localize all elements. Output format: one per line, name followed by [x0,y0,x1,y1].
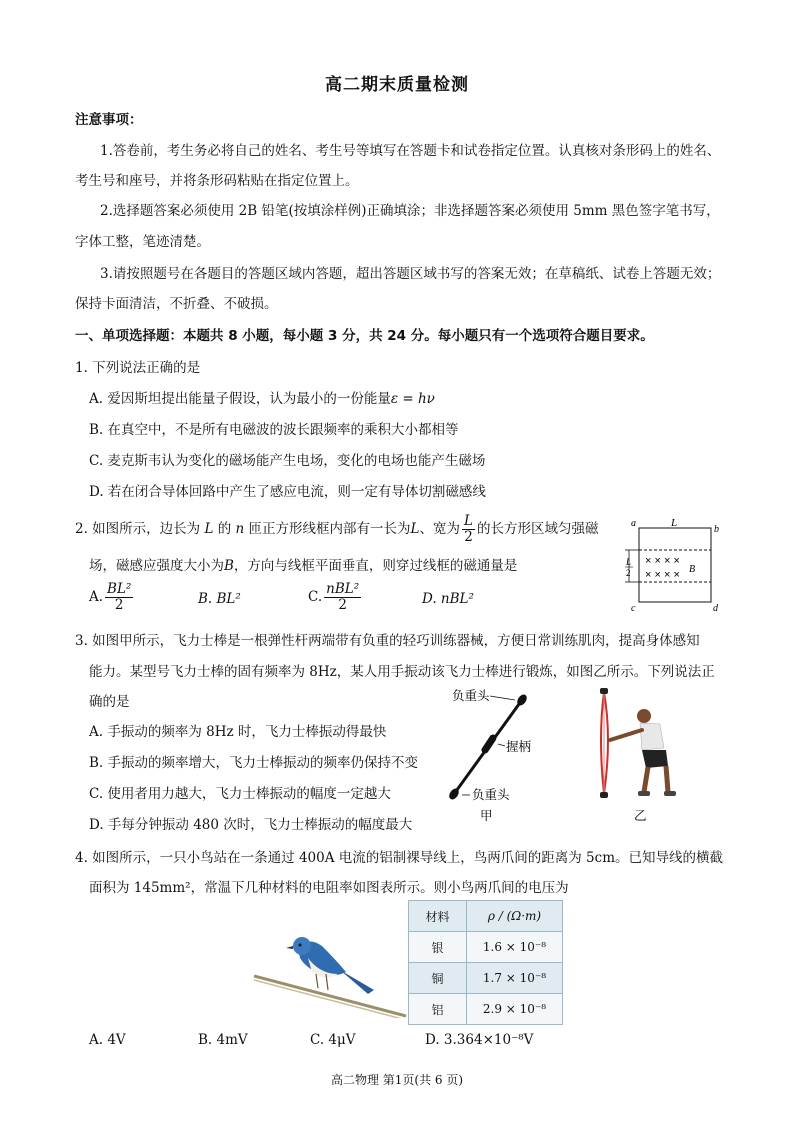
option-d: D. nBL² [422,591,474,607]
option-d: D. 手每分钟振动 480 次时，飞力士棒振动的幅度最大 [89,817,413,833]
option-c: C. 麦克斯韦认为变化的磁场能产生电场，变化的电场也能产生磁场 [89,453,486,469]
option-a: A. $\frac{\text{BL²}}{2}$ [89,581,132,613]
figure-label-jia: 甲 [480,809,493,823]
question-stem: 1. 下列说法正确的是 [75,360,201,376]
wire [254,976,406,1016]
person-shirt [640,723,664,750]
question-stem-cont: 能力。某型号飞力士棒的固有频率为 8Hz，某人用手振动该飞力士棒进行锻炼，如图乙所示。下列说法正 [89,664,715,680]
option-a: A. 4V [89,1032,126,1048]
table-row: 铜 1.7 × 10⁻⁸ [409,963,563,994]
question-stem-cont: 确的是 [89,694,130,710]
person-shorts [642,750,668,768]
weight-head-label: 负重头 [452,689,490,703]
table-header-row [409,901,563,932]
bird-tail [340,970,374,994]
header-material: 材料 [409,901,467,932]
notice-line: 2.选择题答案必须使用 2B 铅笔(按填涂样例)正确填涂；非选择题答案必须使用 5mm 黑色签字笔书写， [100,203,720,219]
option-c: C. 4μV [310,1032,356,1048]
notice-line: 保持卡面清洁，不折叠、不破损。 [75,296,278,312]
grip-handle [485,738,493,750]
page-title: 高二期末质量检测 [325,75,469,95]
notice-heading: 注意事项： [75,112,143,128]
question-stem: 3. 如图甲所示，飞力士棒是一根弹性杆两端带有负重的轻巧训练器械，方便日常训练肌肉，提高身体感知 [75,633,700,649]
table-row: 铝 2.9 × 10⁻⁸ [409,994,563,1025]
option-d: D. 若在闭合导体回路中产生了感应电流，则一定有导体切割磁感线 [89,484,486,500]
option-a: A. 手振动的频率为 8Hz 时，飞力士棒振动得最快 [89,724,387,740]
notice-line: 3.请按照题号在各题目的答题区域内答题，超出答题区域书写的答案无效；在草稿纸、试卷上答题无效； [100,266,721,282]
corner-b: b [714,524,719,535]
option-b: B. 在真空中，不是所有电磁波的波长跟频率的乘积大小都相等 [89,422,459,438]
coil-figure [615,518,725,614]
flexi-bar-diagram [440,688,560,823]
svg-text:L: L [626,557,632,567]
question-stem-cont: 面积为 145mm²，常温下几种材料的电阻率如图表所示。则小鸟两爪间的电压为 [89,880,569,896]
bird-on-wire-illustration [250,928,410,1018]
header-resistivity: ρ / (Ω·m) [467,901,563,932]
resistivity-table [408,900,563,1025]
option-b: B. 4mV [198,1032,248,1048]
question-stem: 2. 如图所示，边长为 L 的 n 匝正方形线框内部有一长为L、宽为 $\frac{L}{2}$ 的长方形区域匀强磁 [75,513,599,545]
option-a: A. 爱因斯坦提出能量子假设，认为最小的一份能量ε = hν [89,391,435,407]
field-label: B [689,564,696,575]
bird-head [293,937,311,955]
option-b: B. BL² [198,591,241,607]
option-b: B. 手振动的频率增大，飞力士棒振动的频率仍保持不变 [89,755,419,771]
notice-line: 考生号和座号，并将条形码粘贴在指定位置上。 [75,173,359,189]
section-heading: 一、单项选择题：本题共 8 小题，每小题 3 分，共 24 分。每小题只有一个选项符合题目要求。 [75,328,654,344]
weight-head-label: 负重头 [472,788,510,802]
field-crosses: × × × × [645,555,680,567]
corner-d: d [713,603,718,614]
corner-a: a [631,518,636,529]
option-c: C. $\frac{\text{nBL²}}{2}$ [308,581,360,613]
side-length-label: L [671,518,678,529]
grip-label: 握柄 [506,740,532,754]
svg-text:2: 2 [626,568,631,578]
question-stem: 4. 如图所示，一只小鸟站在一条通过 400A 电流的铝制裸导线上，鸟两爪间的距离为 5cm。已知导线的横截 [75,850,724,866]
figure-label-yi: 乙 [634,809,647,823]
formula: ε = hν [390,391,435,407]
exercise-illustration [588,688,698,823]
question-stem-cont: 场，磁感应强度大小为B，方向与线框平面垂直，则穿过线框的磁通量是 [89,558,518,574]
page-footer: 高二物理 第1页(共 6 页) [330,1073,464,1087]
person-head [637,709,651,723]
notice-line: 1.答卷前，考生务必将自己的姓名、考生号等填写在答题卡和试卷指定位置。认真核对条形码上的姓名、 [100,143,721,159]
fraction-half: $\frac{L}{2}$ [464,513,473,545]
corner-c: c [631,603,636,614]
option-c: C. 使用者用力越大，飞力士棒振动的幅度一定越大 [89,786,391,802]
option-d: D. 3.364×10⁻⁸V [425,1032,534,1048]
field-crosses: × × × × [645,569,680,581]
table-row: 银 1.6 × 10⁻⁸ [409,932,563,963]
notice-line: 字体工整，笔迹清楚。 [75,234,210,250]
